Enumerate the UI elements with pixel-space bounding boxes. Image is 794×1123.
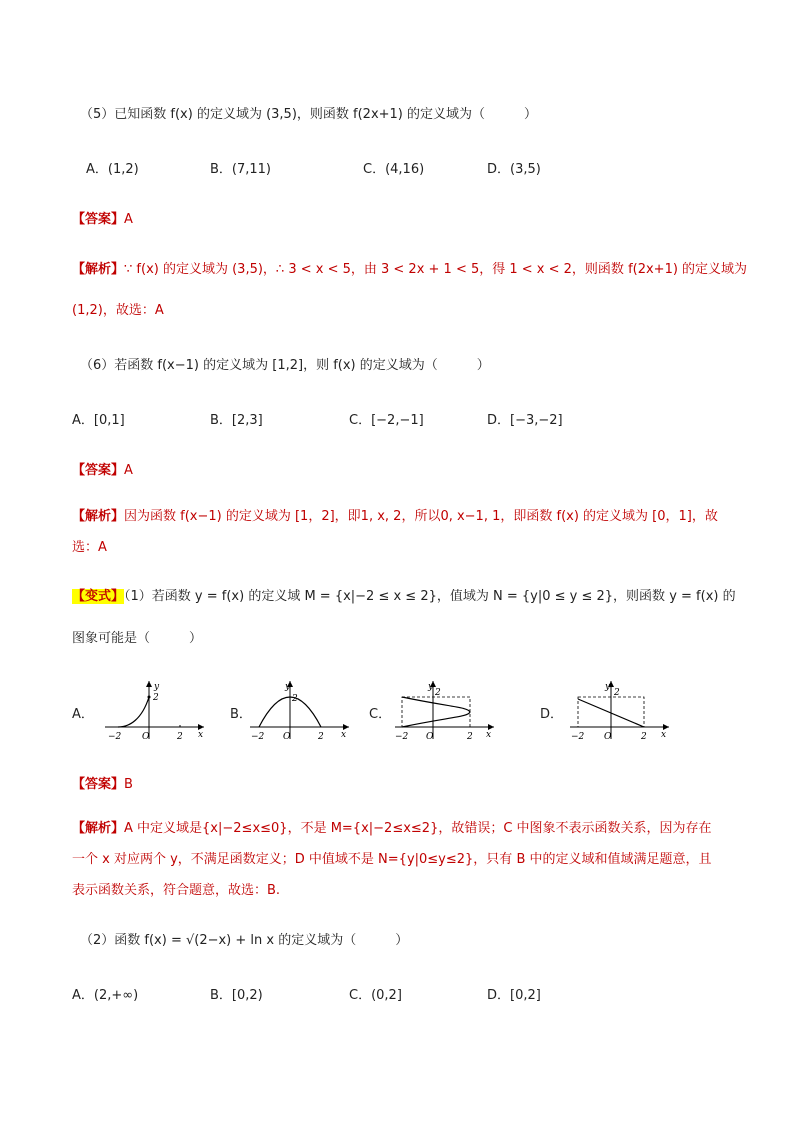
- graph-label-c: C．: [369, 707, 392, 722]
- y-axis-label: y: [285, 682, 291, 692]
- v2-stem: （2）函数 f(x) = √(2−x) + ln x 的定义域为（ ）: [80, 933, 409, 948]
- variant-analysis-line-1: [72, 820, 712, 838]
- q5-option-a: A．(1,2): [86, 162, 139, 177]
- v2-option-b: B．[0,2): [210, 988, 263, 1003]
- x-axis-label: x: [486, 730, 492, 740]
- variant-analysis-line-2: 一个 x 对应两个 y，不满足函数定义；D 中值域不是 N={y|0≤y≤2}，只有 B 中的定义域和值域满足题意，且: [72, 852, 712, 867]
- tick-2: 2: [641, 732, 647, 742]
- q5-answer: [72, 211, 133, 229]
- q5-analysis-line-1: [72, 261, 747, 279]
- answer-tag: 【答案】: [72, 777, 125, 792]
- tick-2: 2: [153, 693, 159, 703]
- tick-2: 2: [614, 688, 620, 698]
- variant-stem-text: （1）若函数 y = f(x) 的定义域 M = {x|−2 ≤ x ≤ 2}，值域为 N = {y|0 ≤ y ≤ 2}，则函数 y = f(x) 的: [124, 589, 736, 604]
- tick-neg2: −2: [395, 732, 409, 742]
- variant-answer: [72, 776, 133, 794]
- graph-b: [245, 677, 355, 742]
- tick-neg2: −2: [108, 732, 122, 742]
- tick-2: 2: [435, 688, 441, 698]
- graph-d: [565, 677, 675, 742]
- q6-analysis-line-2: 选：A: [72, 540, 107, 555]
- q6-analysis-line-1: [72, 508, 718, 526]
- v2-option-c: C．(0,2]: [349, 988, 402, 1003]
- origin-label: O: [604, 732, 612, 742]
- variant-stem-line-2: 图象可能是（ ）: [72, 631, 203, 646]
- q6-option-c: C．[−2,−1]: [349, 413, 424, 428]
- tick-neg2: −2: [251, 732, 265, 742]
- answer-value: A: [124, 463, 133, 478]
- tick-2: 2: [292, 694, 298, 704]
- q6-option-d: D．[−3,−2]: [487, 413, 563, 428]
- origin-label: O: [142, 732, 150, 742]
- graph-label-a: A．: [72, 707, 94, 722]
- answer-tag: 【答案】: [72, 212, 125, 227]
- graph-a: [100, 677, 210, 742]
- variant-tag: 【变式】: [72, 589, 125, 604]
- answer-tag: 【答案】: [72, 463, 125, 478]
- q5-analysis-line-2: (1,2)，故选：A: [72, 303, 164, 318]
- y-axis-label: y: [605, 682, 611, 692]
- origin-label: O: [426, 732, 434, 742]
- origin-label: O: [283, 732, 291, 742]
- q6-option-a: A．[0,1]: [72, 413, 125, 428]
- variant-analysis-line-3: 表示函数关系，符合题意，故选：B.: [72, 883, 281, 898]
- q5-stem: （5）已知函数 f(x) 的定义域为 (3,5)，则函数 f(2x+1) 的定义域为（ ）: [80, 107, 538, 122]
- analysis-tag: 【解析】: [72, 821, 125, 836]
- graph-label-d: D．: [540, 707, 564, 722]
- analysis-text: A 中定义域是{x|−2≤x≤0}，不是 M={x|−2≤x≤2}，故错误；C 中图象不表示函数关系，因为存在: [124, 821, 712, 836]
- q5-option-c: C．(4,16): [363, 162, 425, 177]
- y-axis-label: y: [154, 682, 160, 692]
- answer-value: A: [124, 212, 133, 227]
- q6-stem: （6）若函数 f(x−1) 的定义域为 [1,2]，则 f(x) 的定义域为（ ）: [80, 358, 490, 373]
- x-axis-label: x: [198, 730, 204, 740]
- analysis-tag: 【解析】: [72, 262, 125, 277]
- y-axis-label: y: [428, 682, 434, 692]
- tick-2: 2: [467, 732, 473, 742]
- answer-value: B: [124, 777, 133, 792]
- x-axis-label: x: [661, 730, 667, 740]
- tick-neg2: −2: [571, 732, 585, 742]
- tick-2: 2: [318, 732, 324, 742]
- q6-answer: [72, 462, 133, 480]
- graph-c: [390, 677, 500, 742]
- x-axis-label: x: [341, 730, 347, 740]
- analysis-text: 因为函数 f(x−1) 的定义域为 [1，2]，即1, x, 2，所以0, x−1, 1，即函数 f(x) 的定义域为 [0，1]，故: [124, 509, 718, 524]
- q6-option-b: B．[2,3]: [210, 413, 263, 428]
- q5-option-b: B．(7,11): [210, 162, 272, 177]
- tick-2: 2: [177, 732, 183, 742]
- v2-option-a: A．(2,+∞): [72, 988, 139, 1003]
- variant-stem-line-1: [72, 588, 736, 606]
- graph-label-b: B．: [230, 707, 252, 722]
- analysis-tag: 【解析】: [72, 509, 125, 524]
- q5-option-d: D．(3,5): [487, 162, 541, 177]
- analysis-text: ∵ f(x) 的定义域为 (3,5)，∴ 3 < x < 5，由 3 < 2x + 1 < 5，得 1 < x < 2，则函数 f(2x+1) 的定义域为: [124, 262, 748, 277]
- v2-option-d: D．[0,2]: [487, 988, 541, 1003]
